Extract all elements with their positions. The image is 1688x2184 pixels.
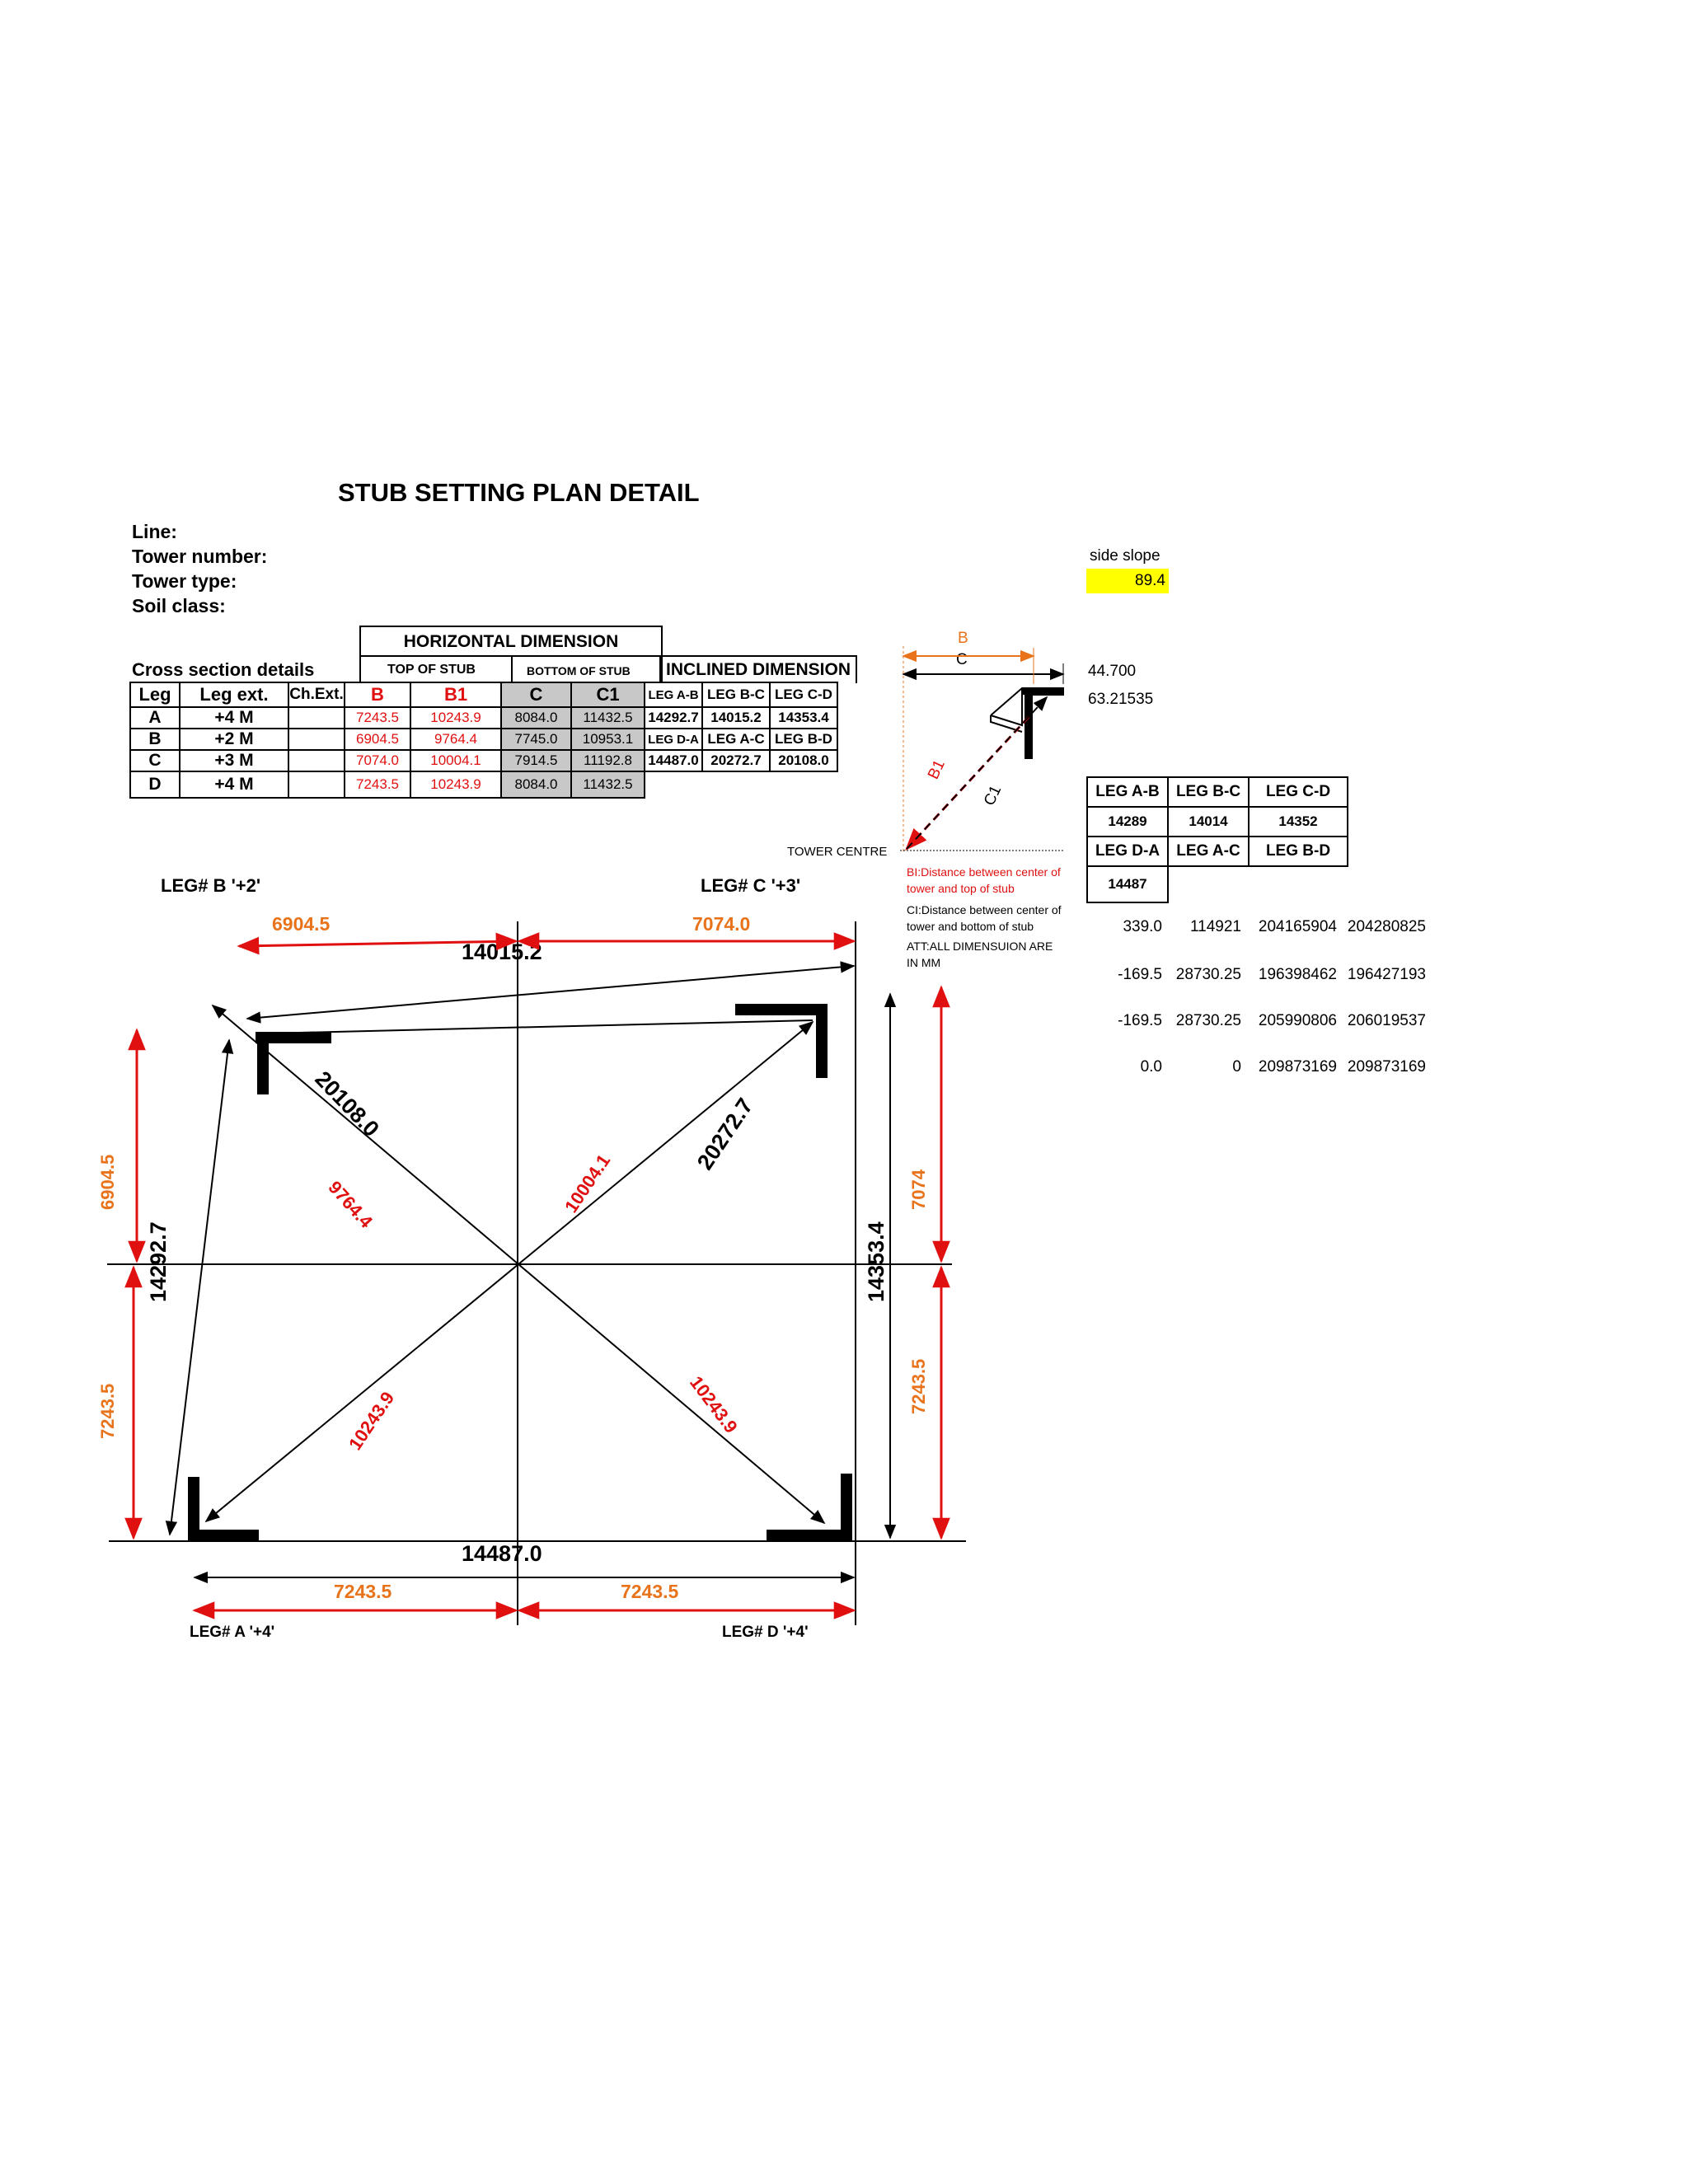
note-b1-line1: BI:Distance between center of (907, 865, 1061, 879)
cell: 14487 (1087, 866, 1168, 902)
cell: 14487.0 (645, 750, 702, 771)
calc-cell: 204280825 (1347, 918, 1426, 935)
cell: LEG B-D (1249, 837, 1348, 866)
dim-left-span-line (170, 1040, 229, 1535)
dim-bottom-span: 14487.0 (462, 1541, 542, 1566)
cross-section-title: Cross section details (132, 659, 315, 680)
dim-bottom-left: 7243.5 (334, 1581, 392, 1602)
cell: 10243.9 (410, 707, 501, 729)
stub-b1-label: B1 (925, 757, 949, 782)
cell: LEG B-C (1168, 777, 1249, 807)
cell: 9764.4 (410, 729, 501, 750)
cell: 14015.2 (702, 707, 770, 729)
note-c1-line1: CI:Distance between center of (907, 903, 1062, 916)
cell: +4 M (180, 771, 288, 798)
diag-ac-label: 20272.7 (692, 1094, 758, 1174)
cell: 11432.5 (571, 707, 645, 729)
cell: 14292.7 (645, 707, 702, 729)
dim-top-right: 7074.0 (692, 913, 751, 935)
note-c1-line2: tower and bottom of stub (907, 920, 1034, 933)
stub-value-2: 63.21535 (1088, 691, 1154, 708)
leg-b-label: LEG# B '+2' (161, 875, 261, 896)
cell: 14352 (1249, 807, 1348, 837)
calc-cell: 209873169 (1258, 1058, 1337, 1076)
soil-class-label: Soil class: (132, 595, 226, 616)
leg-c-label: LEG# C '+3' (701, 875, 801, 896)
horizontal-dimension-header: HORIZONTAL DIMENSION (359, 626, 663, 657)
side-slope-label: side slope (1090, 547, 1160, 565)
tower-type-label: Tower type: (132, 570, 237, 592)
calc-cell: 114921 (1190, 918, 1241, 935)
cell: LEG D-A (645, 729, 702, 750)
calc-cell: -169.5 (1118, 1012, 1162, 1029)
dim-right-span: 14353.4 (864, 1221, 889, 1302)
calc-cell: 28730.25 (1175, 1012, 1241, 1029)
note-att-line1: ATT:ALL DIMENSUION ARE (907, 940, 1053, 953)
diag-bd-label: 20108.0 (310, 1066, 384, 1142)
page-title: STUB SETTING PLAN DETAIL (338, 478, 700, 507)
calc-cell: 0.0 (1140, 1058, 1162, 1076)
cell: LEG A-C (702, 729, 770, 750)
leg-a-label: LEG# A '+4' (190, 1624, 275, 1641)
calc-cell: 196398462 (1258, 966, 1337, 983)
tower-centre-label: TOWER CENTRE (787, 845, 888, 859)
top-edge-line (265, 1020, 813, 1033)
stub-c-h (735, 1004, 828, 1015)
cell: 14289 (1087, 807, 1168, 837)
cell: +2 M (180, 729, 288, 750)
dim-top-left: 6904.5 (272, 913, 331, 935)
inclined-dimension-header: INCLINED DIMENSION (659, 655, 857, 683)
calc-cell: 339.0 (1123, 918, 1162, 935)
cell: 14014 (1168, 807, 1249, 837)
cell: 11192.8 (571, 750, 645, 771)
cell: LEG A-B (1087, 777, 1168, 807)
calc-cell: 205990806 (1258, 1012, 1337, 1029)
stub-c1-label: C1 (981, 782, 1006, 808)
dim-right-upper: 7074 (908, 1169, 929, 1210)
cell: 6904.5 (345, 729, 410, 750)
stub-a-h (188, 1530, 259, 1541)
cell: 7074.0 (345, 750, 410, 771)
cell: B (130, 729, 180, 750)
stub-c-v (816, 1012, 828, 1078)
top-of-stub-label: TOP OF STUB (387, 663, 476, 677)
cell: D (130, 771, 180, 798)
col-leg-bc: LEG B-C (702, 682, 770, 707)
col-leg-cd: LEG C-D (770, 682, 837, 707)
cell: LEG B-D (770, 729, 837, 750)
col-c: C (501, 682, 571, 707)
stub-c-label: C (956, 651, 968, 668)
stub-flange-h (1022, 688, 1063, 695)
b1-leg-c-label: 10004.1 (560, 1151, 615, 1216)
diag-ac-line (206, 1022, 813, 1521)
side-slope-value[interactable]: 89.4 (1086, 569, 1169, 593)
note-att-line2: IN MM (907, 956, 941, 969)
stub-d-h (767, 1530, 852, 1541)
dim-left-span: 14292.7 (146, 1221, 171, 1302)
bottom-of-stub-label: BOTTOM OF STUB (527, 664, 631, 677)
stub-b-label: B (958, 630, 968, 647)
cell: 20108.0 (770, 750, 837, 771)
calc-cell: 0 (1232, 1058, 1241, 1076)
b1-leg-b-label: 9764.4 (324, 1177, 377, 1232)
b1-leg-d-label: 10243.9 (686, 1372, 742, 1437)
cell: LEG C-D (1249, 777, 1348, 807)
cell: 14353.4 (770, 707, 837, 729)
calc-cell: -169.5 (1118, 966, 1162, 983)
cell: A (130, 707, 180, 729)
cell: LEG D-A (1087, 837, 1168, 866)
cell: 10243.9 (410, 771, 501, 798)
cell: 10004.1 (410, 750, 501, 771)
dim-bottom-right: 7243.5 (621, 1581, 679, 1602)
col-c1: C1 (571, 682, 645, 707)
cell: +4 M (180, 707, 288, 729)
cell: LEG A-C (1168, 837, 1249, 866)
cell: 10953.1 (571, 729, 645, 750)
col-leg-ab: LEG A-B (645, 682, 702, 707)
dim-top-span: 14015.2 (462, 940, 542, 964)
dim-left-lower: 7243.5 (97, 1383, 118, 1439)
col-leg: Leg (130, 682, 180, 707)
col-ch-ext: Ch.Ext. (288, 682, 345, 707)
cell: 11432.5 (571, 771, 645, 798)
line-label: Line: (132, 521, 177, 542)
calc-cell: 209873169 (1347, 1058, 1426, 1076)
cell: C (130, 750, 180, 771)
stub-b-v (257, 1032, 269, 1094)
b1-leg-a-label: 10243.9 (345, 1388, 399, 1454)
dim-right-lower: 7243.5 (908, 1358, 929, 1414)
cell: 7243.5 (345, 707, 410, 729)
col-b: B (345, 682, 410, 707)
dim-left-upper: 6904.5 (97, 1154, 118, 1210)
tower-number-label: Tower number: (132, 546, 268, 567)
cell: 7914.5 (501, 750, 571, 771)
calc-cell: 196427193 (1347, 966, 1426, 983)
calc-cell: 204165904 (1258, 918, 1337, 935)
cell: 20272.7 (702, 750, 770, 771)
calc-cell: 206019537 (1347, 1012, 1426, 1029)
cell: 7745.0 (501, 729, 571, 750)
leg-d-label: LEG# D '+4' (722, 1624, 809, 1641)
calc-cell: 28730.25 (1175, 966, 1241, 983)
cell: 8084.0 (501, 771, 571, 798)
col-leg-ext: Leg ext. (180, 682, 288, 707)
stub-value-1: 44.700 (1088, 663, 1137, 680)
col-b1: B1 (410, 682, 501, 707)
dim-top-left-line (239, 941, 516, 946)
stub-c1-line (907, 697, 1047, 849)
note-b1-line2: tower and top of stub (907, 882, 1015, 895)
cell: +3 M (180, 750, 288, 771)
stub-flange-v (1025, 695, 1032, 758)
cell: 8084.0 (501, 707, 571, 729)
cell: 7243.5 (345, 771, 410, 798)
